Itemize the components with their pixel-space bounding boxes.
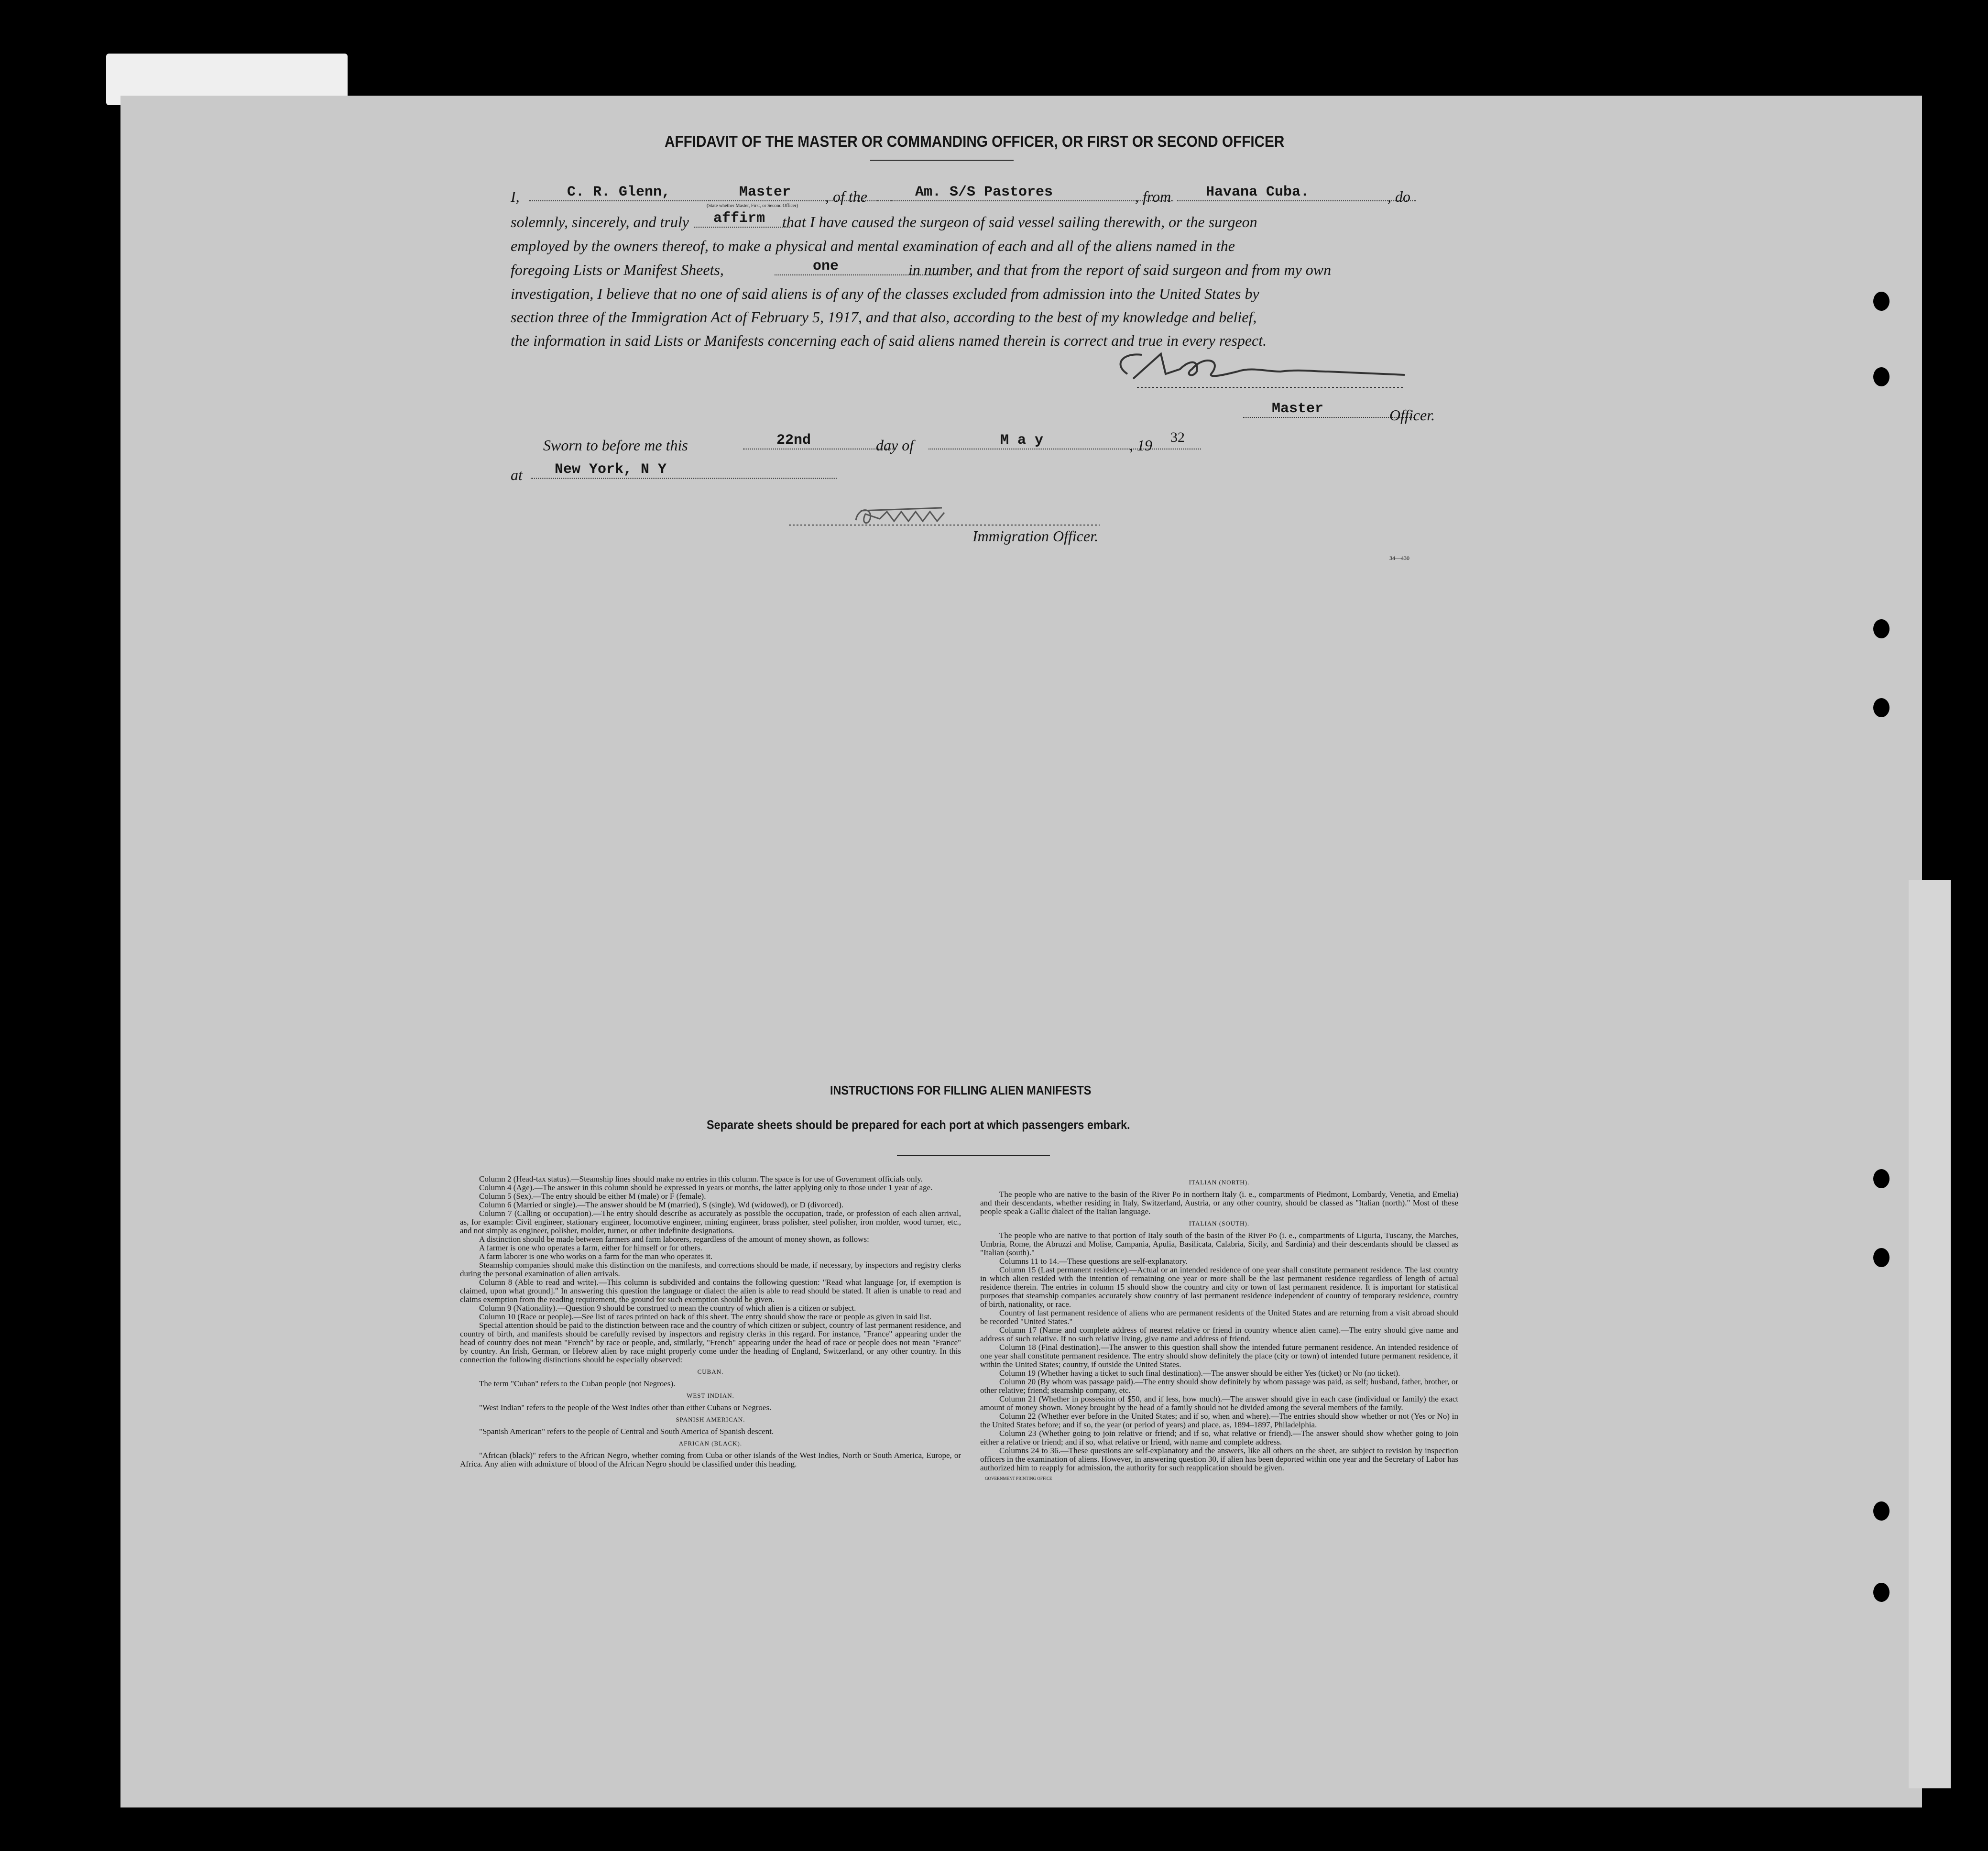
immigration-officer-signature [789, 497, 1100, 531]
master-name: C. R. Glenn, [529, 184, 710, 201]
instructions-left-column [460, 1175, 961, 1468]
rank-note: (State whether Master, First, or Second Officer) [707, 203, 798, 208]
punch-hole [1873, 1583, 1890, 1602]
affidavit-line-5: investigation, I believe that no one of said aliens is of any of the classes excluded from admission into the United States by [511, 285, 1259, 302]
instruction-paragraph: "Spanish American" refers to the people of Central and South America of Spanish descent. [479, 1427, 774, 1436]
instruction-paragraph: The people who are native to the basin of the River Po in northern Italy (i. e., compartments of Piedmont, Lombardy, Venetia, and Emelia) and their descendants, whether residing in Italy, Switzerland, Austria, or any other country, should be classed as "Italian (north)." Most of these people speak a Gallic dialect of the Italian language. [980, 1190, 1458, 1216]
instruction-paragraph: A farmer is one who operates a farm, either for himself or for others. [479, 1243, 702, 1252]
instruction-paragraph: Column 4 (Age).—The answer in this column should be expressed in years or months, the latter applying only to those under 1 year of age. [479, 1183, 933, 1192]
instruction-paragraph: Special attention should be paid to the distinction between race and the country of which citizen or subject, country of last permanent residence, and country of birth, and manifests should be carefully revised by inspectors and registry clerks in this regard. For instance, "France" appearing under the head of country does not mean "French" by race or people, and, similarly, "French" appearing under the head of race or people does not mean "France" by country. An Irish, German, or Hebrew alien by race might properly come under the heading of England, Switzerland, or any other country. In this connection the following distinctions should be especially observed: [460, 1321, 961, 1364]
instructions-rule [897, 1155, 1050, 1156]
instruction-paragraph: A farm laborer is one who works on a farm for the man who operates it. [479, 1252, 713, 1261]
form-number: 34—430 [1389, 555, 1409, 561]
officer-label: Officer. [1389, 406, 1435, 424]
section-heading-italian-north: ITALIAN (NORTH). [1189, 1179, 1250, 1186]
instruction-paragraph: Column 8 (Able to read and write).—This column is subdivided and contains the following question: "Read what language [or, if exemption is claimed, upon what ground]." In answering this question the language or dialect the alien is able to read should be stated. If alien is unable to read and claims exemption from the reading requirement, the ground for such exemption should be given. [460, 1278, 961, 1304]
affidavit-line-4a: foregoing Lists or Manifest Sheets, [511, 261, 724, 278]
instruction-paragraph: "African (black)" refers to the African Negro, whether coming from Cuba or other islands of the West Indies, North or South America, Europe, or Africa. Any alien with admixture of blood of the African Negro should be classified under this heading. [460, 1451, 961, 1468]
affidavit-line-2a: solemnly, sincerely, and truly [511, 213, 689, 230]
affidavit-line-7: the information in said Lists or Manifests concerning each of said aliens named therein is correct and true in every respect. [511, 332, 1267, 349]
master-signature [1108, 345, 1414, 393]
instruction-paragraph: Column 9 (Nationality).—Question 9 should be construed to mean the country of which alien is a citizen or subject. [479, 1303, 856, 1313]
year-prefix: , 19 [1129, 437, 1152, 454]
instruction-paragraph: The people who are native to that portion of Italy south of the basin of the River Po (i. e., compartments of Liguria, Tuscany, the Marches, Umbria, Rome, the Abruzzi and Molise, Campania, Apulia, Basilicata, Calabria, Sicily, and Sardinia) and their descendants should be classed as "Italian (south)." [980, 1231, 1458, 1257]
instruction-paragraph: Column 6 (Married or single).—The answer should be M (married), S (single), Wd (widowed), or D (divorced). [479, 1200, 844, 1209]
punch-hole [1873, 1248, 1890, 1267]
title-rule [870, 160, 1014, 161]
punch-hole [1873, 367, 1890, 386]
sworn-month: M a y [928, 432, 1201, 449]
printer-imprint: GOVERNMENT PRINTING OFFICE [985, 1476, 1052, 1481]
instruction-paragraph: Steamship companies should make this distinction on the manifests, and corrections should be made, if necessary, by inspectors and registry clerks during the personal examination of alien arrivals. [460, 1260, 961, 1278]
day-of-label: day of [876, 437, 914, 454]
instruction-paragraph: Column 19 (Whether having a ticket to such final destination).—The answer should be either Yes (ticket) or No (no ticket). [999, 1369, 1400, 1378]
affidavit-line-6: section three of the Immigration Act of February 5, 1917, and that also, according to the best of my knowledge and belief, [511, 308, 1257, 326]
section-heading-italian-south: ITALIAN (SOUTH). [1189, 1220, 1250, 1227]
sworn-label: Sworn to before me this [543, 437, 688, 454]
paper-edge-strip [1909, 880, 1951, 1788]
instruction-paragraph: Column 18 (Final destination).—The answer to this question shall show the intended future permanent residence. An intended residence of one year shall constitute permanent residence. The entry should show definitely the place (city or town) of intended future permanent residence, if within the United States; country, if outside the United States. [980, 1343, 1458, 1369]
instruction-paragraph: Column 15 (Last permanent residence).—Actual or an intended residence of one year shall constitute permanent residence. The last country in which alien resided with the intention of remaining one year or more shall be the last permanent residence regardless of length of actual residence therein. The entries in column 15 should show the country and city or town of last permanent residence. It is important for statistical purposes that steamship companies accurately show country of last permanent residence independent of country of temporary residence, country of birth, nationality, or race. [980, 1265, 1458, 1309]
instruction-paragraph: Column 7 (Calling or occupation).—The entry should describe as accurately as possible the occupation, trade, or profession of each alien arrival, as, for example: Civil engineer, stationary engineer, locomotive engineer, mining engineer, brass polisher, steel polisher, iron molder, wood turner, etc., and not simply as engineer, polisher, molder, turner, or other indefinite designations. [460, 1209, 961, 1235]
affidavit-line-4b: in number, and that from the report of said surgeon and from my own [908, 261, 1332, 278]
instructions-subtitle: Separate sheets should be prepared for each port at which passengers embark. [707, 1117, 1130, 1132]
instruction-paragraph: Column 20 (By whom was passage paid).—The entry should show definitely by whom passage was paid, as self; husband, father, brother, or other relative; friend; steamship company, etc. [980, 1377, 1458, 1395]
instruction-paragraph: Columns 11 to 14.—These questions are self-explanatory. [999, 1257, 1188, 1266]
sheet-count: one [775, 258, 942, 275]
section-heading-west-indian: WEST INDIAN. [687, 1392, 734, 1399]
section-heading-african: AFRICAN (BLACK). [678, 1440, 743, 1447]
oath-word: affirm [694, 210, 790, 228]
instruction-paragraph: Column 5 (Sex).—The entry should be either M (male) or F (female). [479, 1192, 706, 1201]
punch-hole [1873, 698, 1890, 717]
sworn-day: 22nd [743, 432, 896, 449]
from-label: , from [1135, 188, 1171, 205]
instruction-paragraph: A distinction should be made between farmers and farm laborers, regardless of the amount of money shown, as follows: [479, 1235, 869, 1244]
punch-hole [1873, 619, 1890, 638]
at-label: at [511, 466, 523, 483]
officer-rank: Master [672, 184, 892, 201]
departure-port: Havana Cuba. [1177, 184, 1416, 201]
section-heading-spanish-american: SPANISH AMERICAN. [676, 1416, 745, 1423]
vessel-name: Am. S/S Pastores [877, 184, 1173, 201]
instruction-paragraph: "West Indian" refers to the people of the West Indies other than either Cubans or Negroes. [479, 1403, 772, 1412]
manifest-sheet [120, 96, 1922, 1807]
affidavit-title: AFFIDAVIT OF THE MASTER OR COMMANDING OFFICER, OR FIRST OR SECOND OFFICER [665, 132, 1285, 150]
of-the-label: , of the [825, 188, 867, 205]
instruction-paragraph: Country of last permanent residence of aliens who are permanent residents of the United States and are returning from a visit abroad should be recorded "United States." [980, 1308, 1458, 1326]
sworn-year: 32 [1170, 429, 1185, 445]
punch-hole [1873, 1169, 1890, 1188]
sworn-place: New York, N Y [531, 461, 837, 479]
instruction-paragraph: Column 2 (Head-tax status).—Steamship lines should make no entries in this column. The space is for use of Government officials only. [479, 1174, 923, 1183]
word-i: I, [511, 188, 520, 205]
instruction-paragraph: Column 17 (Name and complete address of nearest relative or friend in country whence alien came).—The entry should give name and address of such relative. If no such relative living, give name and address of friend. [980, 1325, 1458, 1343]
affidavit-line-2b: that I have caused the surgeon of said vessel sailing therewith, or the surgeon [782, 213, 1257, 230]
instruction-paragraph: Column 22 (Whether ever before in the United States; and if so, when and where).—The entries should show whether or not (Yes or No) in the United States before; and if so, the year (or period of years) and place, as, 1894–1897, Philadelphia. [980, 1412, 1458, 1429]
instructions-right-column [980, 1175, 1458, 1483]
instruction-paragraph: Column 23 (Whether going to join relative or friend; and if so, what relative or friend).—The answer should show whether going to join either a relative or friend; and if so, what relative or friend, with name and complete address. [980, 1429, 1458, 1446]
instruction-paragraph: The term "Cuban" refers to the Cuban people (not Negroes). [479, 1379, 676, 1388]
instruction-paragraph: Column 10 (Race or people).—See list of races printed on back of this sheet. The entry should show the race or people as given in said list. [479, 1312, 932, 1321]
officer-title: Master [1243, 401, 1415, 418]
immigration-officer-label: Immigration Officer. [972, 527, 1099, 545]
instruction-paragraph: Columns 24 to 36.—These questions are self-explanatory and the answers, like all others on the sheet, are subject to revision by inspection officers in the examination of aliens. However, in answering question 30, if alien has been deported within one year and the Secretary of Labor has authorized him to reapply for admission, the authority for such reapplication should be given. [980, 1446, 1458, 1472]
instructions-title: INSTRUCTIONS FOR FILLING ALIEN MANIFESTS [830, 1083, 1092, 1097]
instruction-paragraph: Column 21 (Whether in possession of $50, and if less, how much).—The answer should give in each case (individual or family) the exact amount of money shown. Money brought by the head of a family should not be divided among the several members of the family. [980, 1394, 1458, 1412]
affidavit-line-3: employed by the owners thereof, to make a physical and mental examination of each and all of the aliens named in the [511, 237, 1235, 254]
section-heading-cuban: CUBAN. [697, 1368, 724, 1375]
punch-hole [1873, 292, 1890, 311]
punch-hole [1873, 1501, 1890, 1521]
do-label: , do [1387, 188, 1410, 205]
